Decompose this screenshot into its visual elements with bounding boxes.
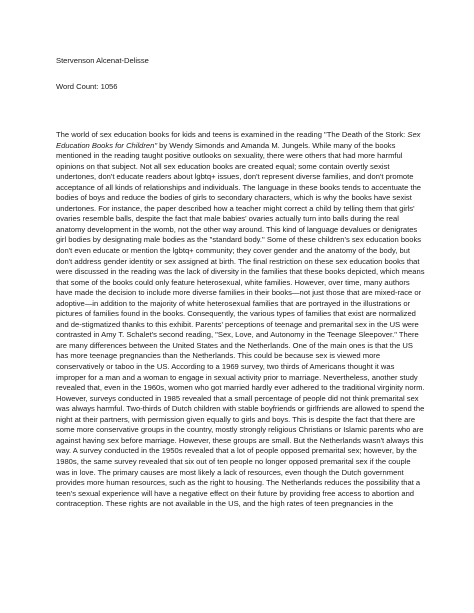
book-title-italic: Sex Education Books for Children"	[56, 130, 421, 150]
paragraph-text-main: by Wendy Simonds and Amanda M. Jungels. While many of the books mentioned in the reading taught positive outlooks on sexuality, there were others that had more harmful opinions on that subject. Not all sex education books are created equal; some contain overtly sexist undertones, don't educate readers about lgbtq+ issues, don't represent diverse families, and don't promote acceptance of all kinds of relationships and individuals. The language in these books tends to accentuate the bodies of boys and reduce the bodies of girls to secondary characters, which is why the books have sexist undertones. For instance, the paper described how a teacher might correct a child by telling them that girls' ovaries resemble balls, despite the fact that male babies' ovaries actually turn into balls during the real anatomy development in the womb, not the other way around. This kind of language devalues or denigrates girl bodies by designating male bodies as the "standard body." Some of these children's sex education books don't even educate or mention the lgbtq+ community; they cover gender and the anatomy of the body, but don't address gender identity or sex assigned at birth. The final restriction on these sex education books that were discussed in the reading was the lack of diversity in the families that these books depicted, which means that some of the books could only feature heterosexual, white families. However, over time, many authors have made the decision to include more diverse families in their books—not just those that are mixed-race or adoptive—in addition to the majority of white heterosexual families that are portrayed in the illustrations or pictures of families found in the books. Consequently, the various types of families that exist are normalized and de-stigmatized thanks to this exhibit. Parents' perceptions of teenage and premarital sex in the US were contrasted in Amy T. Schalet's second reading, "Sex, Love, and Autonomy in the Teenage Sleepover." There are many differences between the United States and the Netherlands. One of the main ones is that the US has more teenage pregnancies than the Netherlands. This could be because sex is viewed more conservatively or taboo in the US. According to a 1969 survey, two thirds of Americans thought it was improper for a man and a woman to engage in sexual activity prior to marriage. Nevertheless, another study revealed that, even in the 1960s, women who got married hardly ever adhered to the traditional virginity norm. However, surveys conducted in 1985 revealed that a small percentage of people did not think premarital sex was always harmful. Two-thirds of Dutch children with stable boyfriends or girlfriends are allowed to spend the night at their partners, with permission given equally to girls and boys. This is despite the fact that there are some more conservative groups in the country, mostly strongly religious Christians or Islamic parents who are against having sex before marriage. However, these groups are small. But the Netherlands wasn't always this way. A survey conducted in the 1950s revealed that a lot of people opposed premarital sex; however, by the 1980s, the same survey revealed that six out of ten people no longer opposed premarital sex if the couple was in love. The primary causes are most likely a lack of resources, even though the Dutch government provides more human resources, such as the right to housing. The Netherlands reduces the possibility that a teen's sexual experience will have a negative effect on their future by providing free access to abortion and contraception. These rights are not available in the US, and the high rates of teen pregnancies in the	[56, 140, 425, 509]
author-name: Stervenson Alcenat-Delisse	[56, 56, 149, 65]
paragraph-text-intro: The world of sex education books for kids and teens is examined in the reading "The Death of the Stork:	[56, 130, 408, 139]
word-count: Word Count: 1056	[56, 82, 118, 91]
body-paragraph	[56, 130, 426, 510]
